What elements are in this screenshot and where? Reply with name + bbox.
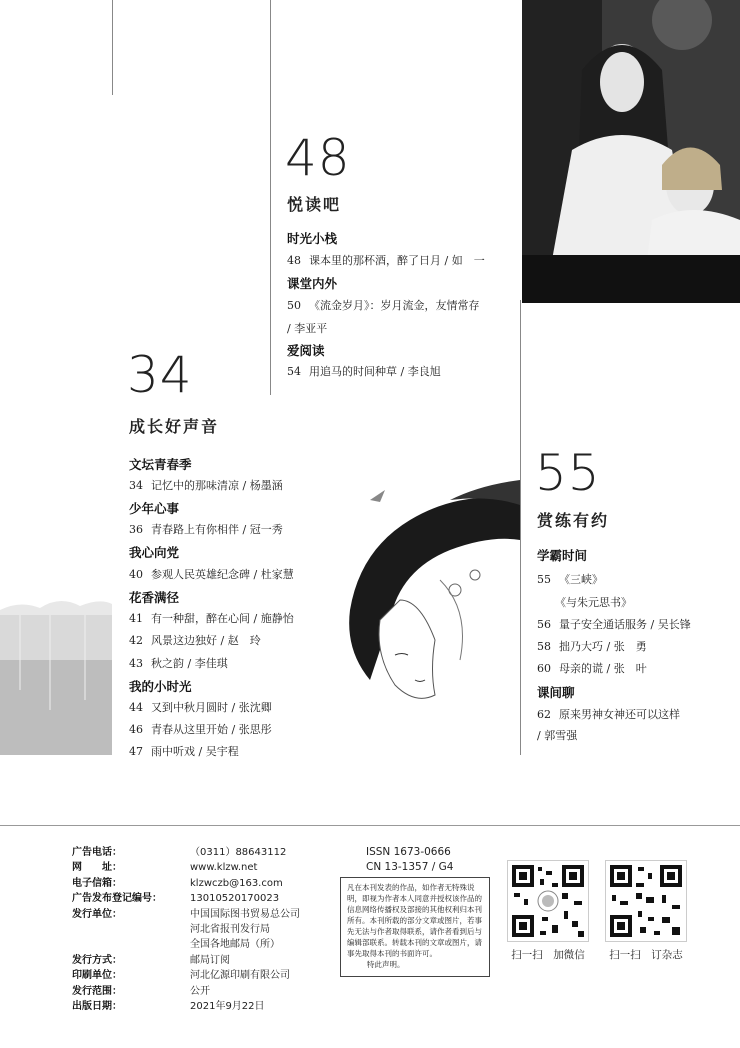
toc-item[interactable]: 62 原来男神女神还可以这样 <box>537 708 680 721</box>
toc-item[interactable]: 56 量子安全通话服务 / 吴长锋 <box>537 618 691 631</box>
girl-illustration <box>340 480 520 720</box>
toc-item[interactable]: 43 秋之韵 / 李佳琪 <box>129 657 228 670</box>
info-value: 公开 <box>190 985 210 997</box>
info-value: 河北亿源印刷有限公司 <box>190 970 290 982</box>
toc-item[interactable]: 47 雨中听戏 / 吴宇程 <box>129 745 239 758</box>
toc-item[interactable]: 40 参观人民英雄纪念碑 / 杜家慧 <box>129 568 294 581</box>
toc-item[interactable]: 58 拙乃大巧 / 张 勇 <box>537 640 647 653</box>
info-label <box>72 922 190 937</box>
divider-vertical-top <box>270 0 271 395</box>
info-label: 电子信箱： <box>72 877 122 889</box>
column-heading: 爱阅读 <box>287 343 325 358</box>
footer-divider <box>0 825 740 826</box>
info-label: 广告电话： <box>72 847 122 858</box>
info-label: 广告发布登记编号： <box>72 893 162 905</box>
column-heading: 我的小时光 <box>129 679 192 694</box>
toc-item[interactable]: 42 风景这边独好 / 赵 玲 <box>129 634 261 647</box>
cover-photo <box>522 0 740 303</box>
toc-item-continued: / 李亚平 <box>287 322 328 335</box>
info-label: 发行方式： <box>72 954 122 966</box>
qr-label: 扫一扫 加微信 <box>511 949 585 961</box>
section-number-48: 48 <box>285 129 351 187</box>
info-value[interactable]: klzwczb@163.com <box>190 877 283 889</box>
section-number-55: 55 <box>535 444 601 502</box>
section-number-34: 34 <box>127 346 193 404</box>
info-value: 13010520170023 <box>190 893 280 905</box>
info-value: 2021年9月22日 <box>190 1001 265 1013</box>
column-heading: 时光小栈 <box>287 231 338 246</box>
toc-item[interactable]: 36 青春路上有你相伴 / 冠一秀 <box>129 523 283 536</box>
info-label: 网 址： <box>72 862 122 874</box>
info-value: 邮局订阅 <box>190 954 230 966</box>
qr-label: 扫一扫 订杂志 <box>609 949 683 961</box>
section-title-34: 成长好声音 <box>129 417 220 436</box>
toc-item[interactable]: 60 母亲的谎 / 张 叶 <box>537 662 647 675</box>
section-title-48: 悦读吧 <box>287 195 342 214</box>
column-heading: 文坛青春季 <box>129 457 192 472</box>
column-heading: 少年心事 <box>129 501 180 516</box>
info-label: 出版日期： <box>72 1001 122 1013</box>
toc-item[interactable]: 46 青春从这里开始 / 张思彤 <box>129 723 272 736</box>
info-value: 中国国际图书贸易总公司 <box>190 908 300 920</box>
info-value: 全国各地邮局（所） <box>190 939 280 951</box>
divider-vertical-right <box>520 300 521 755</box>
column-heading: 学霸时间 <box>537 548 588 563</box>
info-value: （0311）88643112 <box>190 847 287 858</box>
section-title-55: 赏练有约 <box>537 511 610 530</box>
column-heading: 课堂内外 <box>287 276 338 291</box>
column-heading: 花香满径 <box>129 590 180 605</box>
notice-text: 凡在本刊发表的作品，如作者无特殊说明，即视为作者本人同意并授权该作品的信息网络传播权及部接的其他权利归本刊所有。本刊所载的部分文章或图片，若事先无法与作者取得联系，请作者看到后与编辑部联系。转载本刊的文章或图片，请事先取得本刊的书面许可。 <box>347 883 482 958</box>
info-label <box>72 937 190 952</box>
info-value: 河北省报刊发行局 <box>190 924 270 936</box>
copyright-notice <box>340 877 490 977</box>
toc-item[interactable]: 44 又到中秋月圆时 / 张沈卿 <box>129 701 272 714</box>
toc-item[interactable]: 41 有一种甜，醉在心间 / 施静怡 <box>129 612 294 625</box>
toc-item[interactable]: 50 《流金岁月》：岁月流金，友情常存 <box>287 299 480 312</box>
info-label: 发行范围： <box>72 985 122 997</box>
cn-number: CN 13-1357 / G4 <box>366 861 454 873</box>
qr-code-icon[interactable] <box>605 860 687 942</box>
qr-code-icon[interactable] <box>507 860 589 942</box>
scenery-illustration <box>0 570 112 755</box>
info-label: 发行单位： <box>72 908 122 920</box>
info-label: 印刷单位： <box>72 970 122 982</box>
qr-wechat-block[interactable] <box>503 860 593 963</box>
toc-item[interactable]: 48 课本里的那杯酒，醉了日月 / 如 一 <box>287 254 485 267</box>
toc-item-continued: 《与朱元思书》 <box>555 596 632 609</box>
column-heading: 我心向党 <box>129 545 180 560</box>
photo-illustration <box>522 0 740 303</box>
qr-subscribe-block[interactable] <box>601 860 691 963</box>
divider-vertical-left <box>112 0 113 95</box>
publication-info <box>72 845 340 1014</box>
toc-item[interactable]: 54 用追马的时间种草 / 李良旭 <box>287 365 441 378</box>
column-heading: 课间聊 <box>537 685 575 700</box>
toc-item-continued: / 郭雪强 <box>537 729 578 742</box>
toc-item[interactable]: 55 《三峡》 <box>537 573 603 586</box>
toc-item[interactable]: 34 记忆中的那味清凉 / 杨墨涵 <box>129 479 283 492</box>
notice-end: 特此声明。 <box>367 960 405 969</box>
issn: ISSN 1673-0666 <box>366 846 451 858</box>
info-value[interactable]: www.klzw.net <box>190 862 258 874</box>
